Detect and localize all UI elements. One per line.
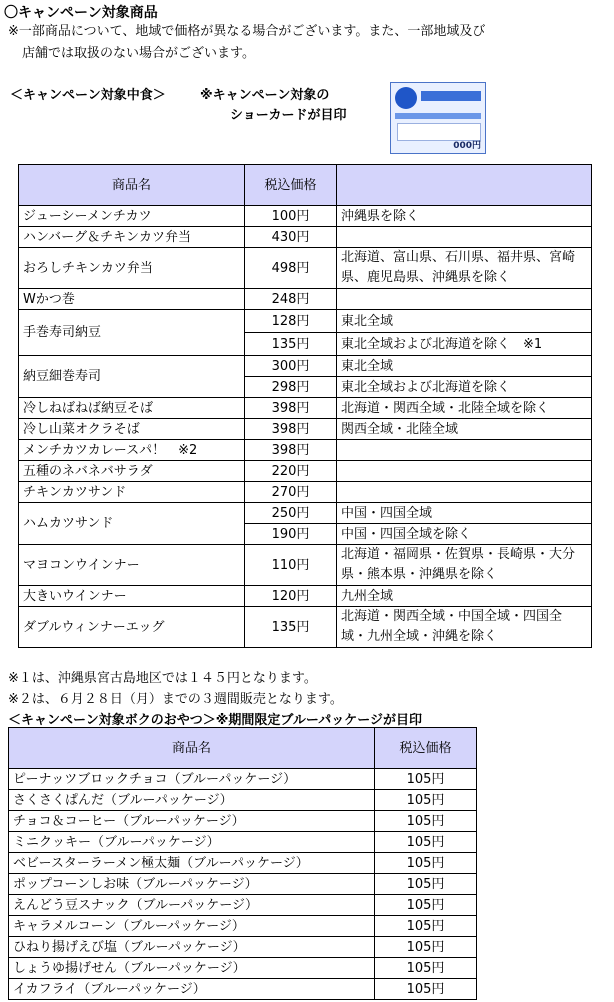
table-row: Wかつ巻 248円	[19, 289, 592, 310]
soccer-ball-icon	[395, 87, 417, 109]
table-row: ハムカツサンド 250円 中国・四国全域	[19, 503, 592, 524]
showcard-image	[390, 82, 486, 154]
table-header-row	[9, 728, 477, 769]
table-row: 冷し山菜オクラそば 398円 関西全域・北陸全域	[19, 419, 592, 440]
table-row: ハンバーグ＆チキンカツ弁当 430円	[19, 227, 592, 248]
table-row: しょうゆ揚げせん（ブルーパッケージ） 105円	[9, 958, 477, 979]
table-row: イカフライ（ブルーパッケージ） 105円	[9, 979, 477, 1000]
col-header-name: 商品名	[9, 728, 375, 769]
table-row: ベビースターラーメン極太麺（ブルーパッケージ） 105円	[9, 853, 477, 874]
showcard-price: 000円	[453, 141, 481, 151]
footnote-1: ※１は、沖縄県宮古島地区では１４５円となります。	[8, 671, 317, 686]
table-row: 手巻寿司納豆 128円 東北全域	[19, 310, 592, 333]
table-row: チョコ＆コーヒー（ブルーパッケージ） 105円	[9, 811, 477, 832]
table-row: 298円 東北全域および北海道を除く	[19, 377, 592, 398]
snacks-table	[8, 727, 477, 1000]
table-row: 五種のネバネバサラダ 220円	[19, 461, 592, 482]
table-row: メンチカツカレースパ！ ※2 398円	[19, 440, 592, 461]
table-row: 190円 中国・四国全域を除く	[19, 524, 592, 545]
table-row: チキンカツサンド 270円	[19, 482, 592, 503]
table-row: ひねり揚げえび塩（ブルーパッケージ） 105円	[9, 937, 477, 958]
section-heading-meals: ＜キャンペーン対象中食＞	[10, 88, 166, 103]
table-row: キャラメルコーン（ブルーパッケージ） 105円	[9, 916, 477, 937]
col-header-name: 商品名	[19, 165, 245, 206]
col-header-price: 税込価格	[245, 165, 337, 206]
table-row: ジューシーメンチカツ 100円 沖縄県を除く	[19, 206, 592, 227]
table-row: ピーナッツブロックチョコ（ブルーパッケージ） 105円	[9, 769, 477, 790]
notice-line-1: ※一部商品について、地域で価格が異なる場合がございます。また、一部地域及び	[8, 24, 486, 39]
notice-line-2: 店舗では取扱のない場合がございます。	[22, 46, 255, 61]
table-row: 冷しねばねば納豆そば 398円 北海道・関西全域・北陸全域を除く	[19, 398, 592, 419]
footnote-2: ※２は、６月２８日（月）までの３週間販売となります。	[8, 692, 343, 707]
section-heading-snacks: ＜キャンペーン対象ボクのおやつ＞※期間限定ブルーパッケージが目印	[8, 713, 422, 728]
showcard-note-2: ショーカードが目印	[230, 108, 347, 123]
col-header-region	[337, 165, 592, 206]
table-row: ミニクッキー（ブルーパッケージ） 105円	[9, 832, 477, 853]
table-header-row	[19, 165, 592, 206]
table-row: ポップコーンしお味（ブルーパッケージ） 105円	[9, 874, 477, 895]
table-row: 大きいウインナー 120円 九州全域	[19, 586, 592, 607]
table-row: さくさくぱんだ（ブルーパッケージ） 105円	[9, 790, 477, 811]
page-title: 〇キャンペーン対象商品	[4, 5, 158, 21]
table-row: おろしチキンカツ弁当 498円 北海道、富山県、石川県、福井県、宮崎県、鹿児島県、沖縄県を除く	[19, 248, 592, 289]
meals-table	[18, 164, 592, 648]
col-header-price: 税込価格	[375, 728, 477, 769]
table-row: 納豆細巻寿司 300円 東北全域	[19, 356, 592, 377]
table-row: えんどう豆スナック（ブルーパッケージ） 105円	[9, 895, 477, 916]
table-row: ダブルウィンナーエッグ 135円 北海道・関西全域・中国全域・四国全域・九州全域・沖縄を除く	[19, 607, 592, 648]
table-row: 135円 東北全域および北海道を除く ※1	[19, 333, 592, 356]
table-row: マヨコンウインナー 110円 北海道・福岡県・佐賀県・長崎県・大分県・熊本県・沖縄県を除く	[19, 545, 592, 586]
notice-text	[8, 21, 598, 65]
showcard-note-1: ※キャンペーン対象の	[200, 88, 330, 103]
